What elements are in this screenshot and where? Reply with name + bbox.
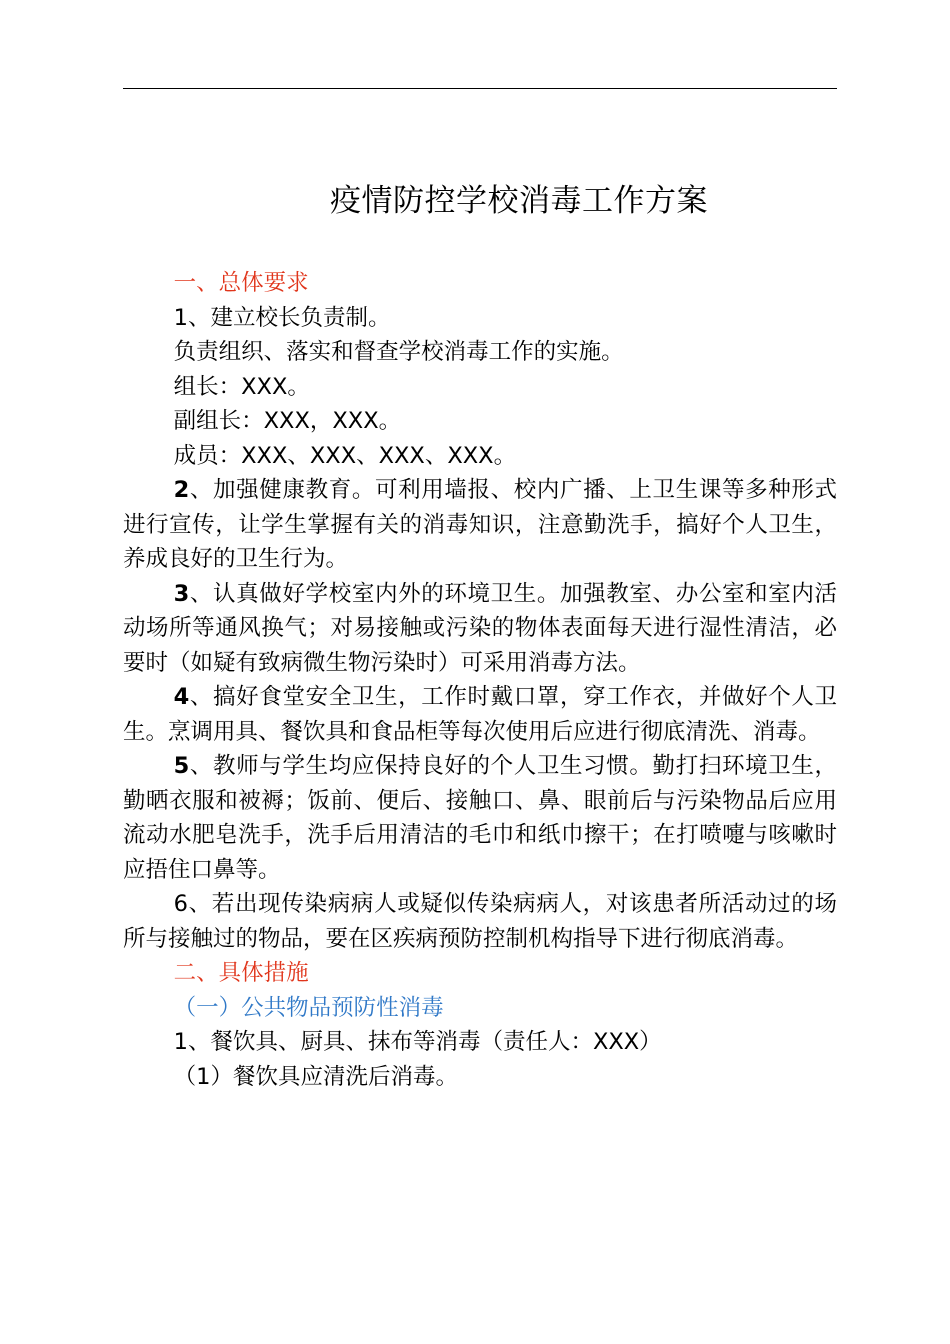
section-heading-specific-measures: 二、具体措施: [173, 960, 309, 986]
paragraph-group-leader: 组长：XXX。: [173, 373, 310, 400]
item-number: 3: [173, 580, 190, 607]
document-body: [123, 266, 837, 1094]
section-heading-overall-requirements: 一、总体要求: [173, 270, 309, 296]
paragraph-deputy-leader: 副组长：XXX，XXX。: [173, 408, 402, 434]
paragraph-personal-hygiene: [123, 749, 837, 887]
item-number: 4: [173, 684, 190, 710]
paragraph-text: 、加强健康教育。可利用墙报、校内广播、上卫生课等多种形式进行宣传，让学生掌握有关的消毒知识，注意勤洗手，搞好个人卫生，养成良好的卫生行为。: [123, 477, 837, 572]
paragraph-canteen-hygiene: [123, 680, 837, 749]
subsection-heading-public-items: （一）公共物品预防性消毒: [173, 994, 444, 1021]
paragraph-principal-responsibility: 1、建立校长负责制。: [173, 304, 391, 331]
paragraph-health-education: [123, 473, 837, 577]
paragraph-infection-disinfection: 6、若出现传染病病人或疑似传染病病人，对该患者所活动过的场所与接触过的物品，要在区疾病预防控制机构指导下进行彻底消毒。: [123, 891, 837, 952]
item-number: 5: [173, 753, 190, 779]
paragraph-environment-hygiene: [123, 577, 837, 681]
paragraph-responsibility-scope: 负责组织、落实和督查学校消毒工作的实施。: [173, 339, 624, 365]
header-rule: [123, 88, 837, 89]
document-title: 疫情防控学校消毒工作方案: [330, 183, 708, 219]
item-number: 2: [173, 477, 190, 503]
paragraph-tableware-clean-first: （1）餐饮具应清洗后消毒。: [173, 1063, 458, 1090]
paragraph-tableware-disinfection: 1、餐饮具、厨具、抹布等消毒（责任人：XXX）: [173, 1029, 662, 1055]
paragraph-members: 成员：XXX、XXX、XXX、XXX。: [173, 442, 517, 469]
paragraph-text: 、教师与学生均应保持良好的个人卫生习惯。勤打扫环境卫生，勤晒衣服和被褥；饭前、便后、接触口、鼻、眼前后与污染物品后应用流动水肥皂洗手，洗手后用清洁的毛巾和纸巾擦干；在打喷嚏与咳嗽时应捂住口鼻等。: [123, 753, 837, 883]
paragraph-text: 、认真做好学校室内外的环境卫生。加强教室、办公室和室内活动场所等通风换气；对易接触或污染的物体表面每天进行湿性清洁，必要时（如疑有致病微生物污染时）可采用消毒方法。: [123, 580, 837, 676]
paragraph-text: 、搞好食堂安全卫生，工作时戴口罩，穿工作衣，并做好个人卫生。烹调用具、餐饮具和食品柜等每次使用后应进行彻底清洗、消毒。: [123, 684, 837, 745]
